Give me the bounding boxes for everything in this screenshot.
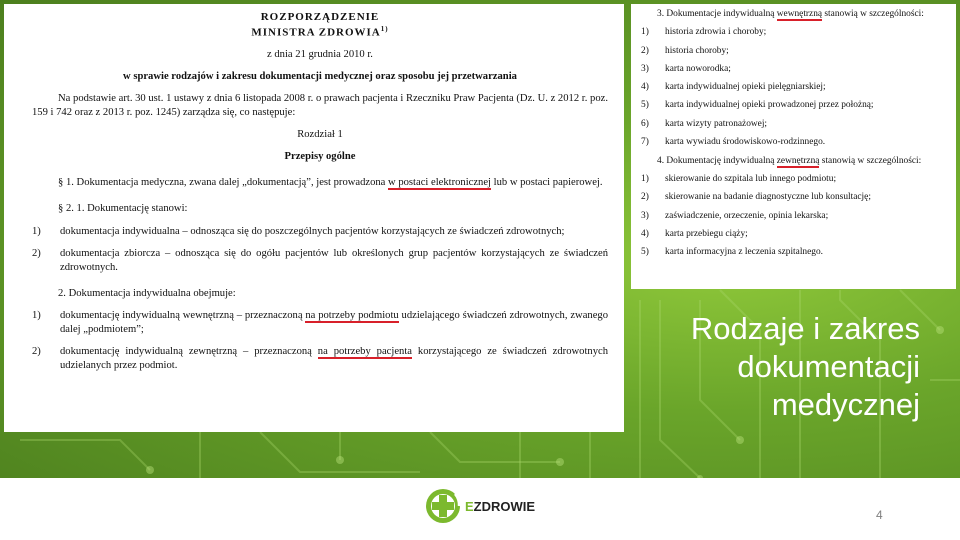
list-item (32, 225, 608, 239)
list-item-number: 1) (32, 225, 41, 237)
list-item-text: karta wywiadu środowiskowo-rodzinnego. (665, 136, 826, 147)
logo-wordmark (465, 499, 535, 514)
list-item-number: 1) (641, 27, 649, 38)
page-number: 4 (876, 508, 883, 522)
highlight-patient-needs: na potrzeby pacjenta (317, 346, 412, 357)
list-item-text (60, 309, 608, 337)
list-item-text: zaświadczenie, orzeczenie, opinia lekarska; (665, 210, 829, 221)
list-item-number: 2) (32, 346, 41, 357)
list-item-number: 5) (641, 247, 649, 258)
list-item (32, 345, 608, 373)
list-item (641, 26, 948, 39)
list-item (641, 63, 948, 76)
logo-letter-e: E (465, 498, 474, 514)
regulation-document-left (4, 4, 624, 432)
highlight-external: zewnętrzną (776, 155, 820, 166)
paragraph-1-text-b: lub w postaci papierowej. (490, 177, 603, 189)
list-item (641, 99, 948, 112)
list-item-text: historia choroby; (665, 45, 729, 56)
highlight-electronic-form: w postaci elektronicznej (388, 177, 491, 189)
list-item-number: 2) (32, 247, 41, 259)
paragraph-1-text-a: § 1. Dokumentacja medyczna, zwana dalej „dokumentacją”, jest prowadzona (58, 177, 389, 189)
chapter-number: Rozdział 1 (297, 129, 343, 141)
doc-title: ROZPORZĄDZENIE (260, 11, 380, 23)
doc-subject: w sprawie rodzajów i zakresu dokumentacji medycznej oraz sposobu jej przetwarzania (123, 70, 517, 82)
list-item (641, 246, 948, 259)
doc-subtitle (32, 25, 608, 40)
list-item-number: 3) (641, 210, 649, 221)
list-item-number: 6) (641, 118, 649, 129)
list-item-text: karta indywidualnej opieki pielęgniarskiej; (665, 82, 826, 93)
list-item (641, 45, 948, 58)
list-item-text: skierowanie na badanie diagnostyczne lub konsultację; (665, 192, 871, 203)
list-item-text: karta noworodka; (665, 63, 731, 74)
slide-title-line: Rodzaje i zakres (690, 311, 920, 346)
list-item (641, 210, 948, 223)
list-item (641, 228, 948, 241)
list-item-text: dokumentacja indywidualna – odnosząca się do poszczególnych pacjentów korzystających ze świadczeń zdrowotnych; (60, 225, 565, 237)
doc-preamble: Na podstawie art. 30 ust. 1 ustawy z dnia 6 listopada 2008 r. o prawach pacjenta i Rzeczniku Praw Pacjenta (Dz. U. z 2012 r. poz. 159 i 742 oraz z 2013 r. poz. 1245) zarządza się, co następuje: (32, 93, 608, 119)
slide-title (620, 310, 920, 423)
list-item (641, 118, 948, 131)
list-item-number: 3) (641, 63, 649, 74)
list-item (32, 309, 608, 337)
list-item-number: 4) (641, 228, 649, 239)
list-item-text (60, 345, 608, 373)
list-item-text-a: dokumentację indywidualną zewnętrzną – przeznaczoną (60, 346, 318, 357)
list-item (641, 191, 948, 204)
list-item-number: 2) (641, 192, 649, 203)
slide-title-line: medycznej (771, 386, 920, 422)
list-item-number: 5) (641, 100, 649, 111)
highlight-entity-needs: na potrzeby podmiotu (305, 309, 399, 321)
heading-text-b: stanowią w szczególności: (822, 9, 924, 19)
internal-docs-heading (641, 8, 948, 21)
list-item-text-b: korzystającego ze świadczeń zdrowotnych udzielanych przez podmiot. (60, 346, 608, 372)
list-item-text: karta informacyjna z leczenia szpitalnego. (665, 247, 823, 258)
list-item (641, 173, 948, 186)
list-item-number: 4) (641, 82, 649, 93)
logo-rest: ZDROWIE (473, 498, 536, 514)
external-docs-heading (641, 155, 948, 168)
list-item-text-b: udzielającego świadczeń zdrowotnych, zwanego dalej „podmiotem”; (60, 309, 608, 335)
paragraph-2: § 2. 1. Dokumentację stanowi: (58, 203, 188, 215)
regulation-document-right (631, 4, 956, 289)
list-item (641, 81, 948, 94)
list-item-text: karta wizyty patronażowej; (665, 118, 768, 129)
list-item (32, 247, 608, 275)
list-item-number: 1) (641, 174, 649, 185)
list-item-number: 2) (641, 45, 649, 56)
heading-text-a: 4. Dokumentację indywidualną (657, 155, 777, 166)
list-item-text-a: dokumentację indywidualną wewnętrzną – przeznaczoną (60, 309, 306, 321)
highlight-internal: wewnętrzną (776, 9, 823, 19)
list-item-text: skierowanie do szpitala lub innego podmiotu; (665, 174, 837, 185)
footnote-marker: 1) (380, 24, 389, 33)
list-item-number: 1) (32, 309, 41, 321)
list-item (641, 136, 948, 149)
list-item-text: karta przebiegu ciąży; (665, 228, 748, 239)
paragraph-3: 2. Dokumentacja indywidualna obejmuje: (58, 287, 236, 299)
list-item-text: dokumentacja zbiorcza – odnosząca się do ogółu pacjentów lub określonych grup pacjentów korzystających ze świadczeń zdrowotnych. (60, 247, 608, 273)
list-item-number: 7) (641, 136, 649, 147)
heading-text-a: 3. Dokumentacje indywidualną (657, 9, 777, 19)
doc-subtitle-text: MINISTRA ZDROWIA (251, 26, 381, 39)
list-item-text: karta indywidualnej opieki prowadzonej przez położną; (665, 100, 874, 111)
paragraph-1 (32, 176, 608, 190)
ezdrowie-logo (425, 488, 535, 524)
chapter-title: Przepisy ogólne (284, 151, 356, 163)
slide-title-line: dokumentacji (737, 348, 920, 384)
green-cross-icon (425, 488, 461, 524)
doc-date: z dnia 21 grudnia 2010 r. (267, 48, 373, 60)
list-item-text: historia zdrowia i choroby; (665, 27, 767, 38)
heading-text-b: stanowią w szczególności: (819, 155, 922, 166)
